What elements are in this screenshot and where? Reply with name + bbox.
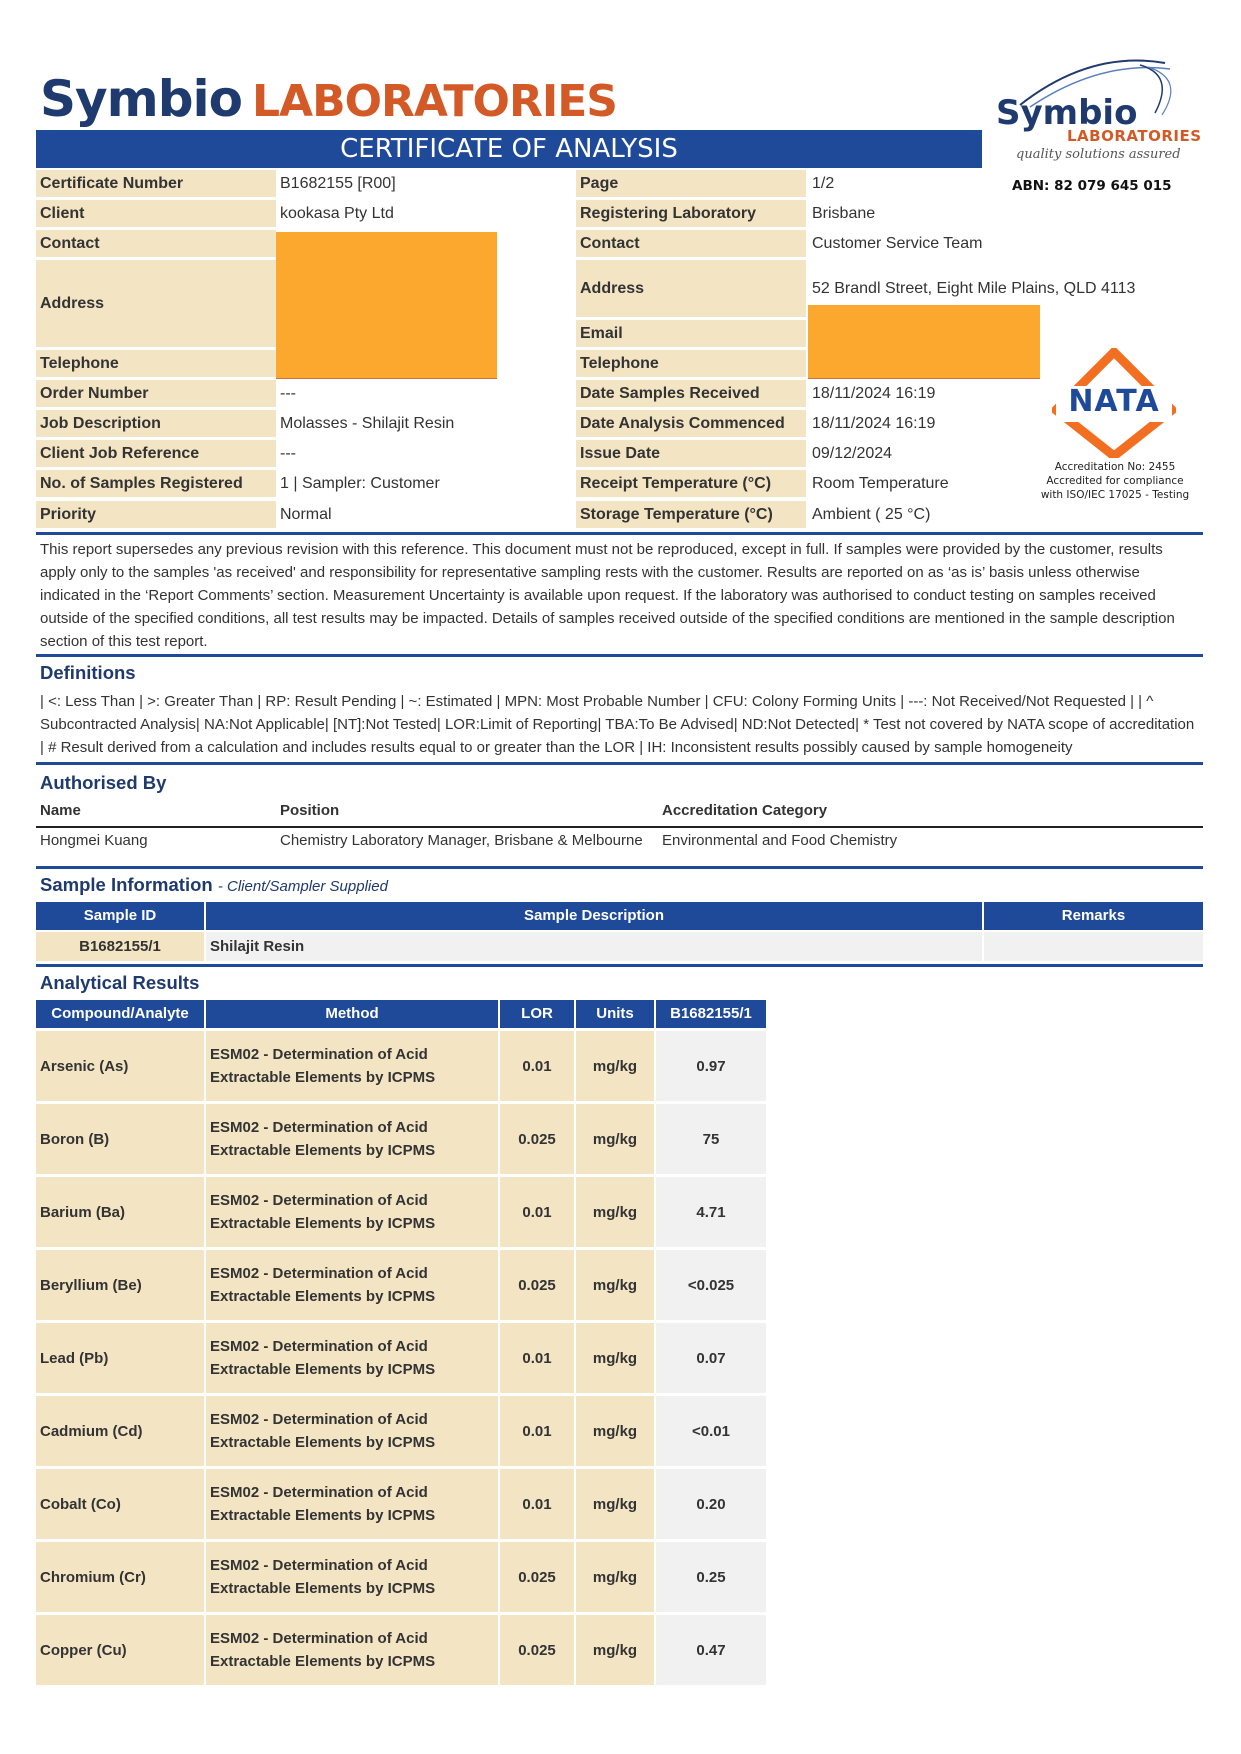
method-line-2: Extractable Elements by ICPMS	[210, 1653, 436, 1670]
divider	[36, 762, 1203, 765]
lor-cell: 0.01	[500, 1469, 574, 1539]
lor-cell: 0.01	[500, 1396, 574, 1466]
nata-acc-line2: with ISO/IEC 17025 - Testing	[1040, 489, 1190, 501]
auth-header-category: Accreditation Category	[662, 802, 828, 819]
info-label: Contact	[576, 230, 806, 257]
divider	[36, 826, 1203, 828]
info-label: Job Description	[36, 410, 276, 437]
info-label: Client	[36, 200, 276, 227]
method-cell	[206, 1396, 498, 1466]
method-line-1: ESM02 - Determination of Acid	[210, 1557, 428, 1574]
authorised-title: Authorised By	[40, 772, 167, 793]
method-line-2: Extractable Elements by ICPMS	[210, 1069, 436, 1086]
result-cell: <0.025	[656, 1250, 766, 1320]
logo-tagline: quality solutions assured	[1016, 147, 1181, 162]
auth-header-name: Name	[40, 802, 81, 819]
brand-word: Symbio	[40, 70, 242, 128]
certificate-title-bar: CERTIFICATE OF ANALYSIS	[36, 130, 982, 168]
info-value: Room Temperature	[812, 475, 949, 492]
nata-acc-no: Accreditation No: 2455	[1054, 461, 1176, 473]
result-cell: 0.25	[656, 1542, 766, 1612]
result-cell: 75	[656, 1104, 766, 1174]
info-value: Normal	[280, 506, 332, 523]
info-label: Certificate Number	[36, 170, 276, 197]
method-line-1: ESM02 - Determination of Acid	[210, 1265, 428, 1282]
info-label: Storage Temperature (°C)	[576, 501, 806, 528]
method-cell	[206, 1177, 498, 1247]
result-cell: <0.01	[656, 1396, 766, 1466]
info-value: 09/12/2024	[812, 445, 893, 462]
info-value: B1682155 [R00]	[280, 175, 396, 192]
sample-info-title	[40, 874, 388, 896]
units-cell: mg/kg	[576, 1323, 654, 1393]
method-line-2: Extractable Elements by ICPMS	[210, 1361, 436, 1378]
sample-description-cell: Shilajit Resin	[206, 932, 982, 961]
method-line-1: ESM02 - Determination of Acid	[210, 1119, 428, 1136]
lor-cell: 0.025	[500, 1104, 574, 1174]
brand-title	[40, 70, 617, 128]
method-cell	[206, 1615, 498, 1685]
divider	[36, 964, 1203, 967]
units-cell: mg/kg	[576, 1469, 654, 1539]
info-value: 52 Brandl Street, Eight Mile Plains, QLD 4113	[812, 280, 1136, 297]
lor-cell: 0.025	[500, 1542, 574, 1612]
info-value: kookasa Pty Ltd	[280, 205, 394, 222]
method-cell	[206, 1104, 498, 1174]
info-label: Date Samples Received	[576, 380, 806, 407]
info-label: Issue Date	[576, 440, 806, 467]
info-label: Address	[576, 260, 806, 317]
sample-result-header: B1682155/1	[656, 1000, 766, 1028]
compound-cell: Copper (Cu)	[36, 1615, 204, 1685]
auth-header-position: Position	[280, 802, 340, 819]
sample-id-cell: B1682155/1	[36, 932, 204, 961]
lor-header: LOR	[500, 1000, 574, 1028]
lor-cell: 0.01	[500, 1323, 574, 1393]
info-value: Brisbane	[812, 205, 876, 222]
method-line-2: Extractable Elements by ICPMS	[210, 1142, 436, 1159]
info-label: No. of Samples Registered	[36, 470, 276, 497]
definitions-text: | <: Less Than | >: Greater Than | RP: Result Pending | ~: Estimated | MPN: Most Probable Number | CFU: Colony Forming Units | ---: Not Received/Not Requested | | ^ Subcontracted Analysis| NA:Not Applicable| [NT]:Not Tested| LOR:Limit of Reporting| TBA:To Be Advised| ND:Not Detected| * Test not covered by NATA scope of accreditation | # Result derived from a calculation and includes results equal to or greater than the LOR | IH: Inconsistent results possibly caused by sample homogeneity	[40, 693, 1195, 756]
sample-info-title-text: Sample Information	[40, 874, 213, 895]
divider	[36, 866, 1203, 869]
info-label: Registering Laboratory	[576, 200, 806, 227]
result-cell: 4.71	[656, 1177, 766, 1247]
compound-cell: Chromium (Cr)	[36, 1542, 204, 1612]
info-label: Receipt Temperature (°C)	[576, 470, 806, 497]
analytical-title: Analytical Results	[40, 972, 200, 993]
brand-labs: LABORATORIES	[251, 76, 617, 127]
info-value: 18/11/2024 16:19	[812, 415, 936, 432]
info-value: 1/2	[812, 175, 835, 192]
method-line-2: Extractable Elements by ICPMS	[210, 1288, 436, 1305]
compound-header: Compound/Analyte	[36, 1000, 204, 1028]
info-value: ---	[280, 385, 296, 402]
logo-labs: LABORATORIES	[1067, 127, 1202, 145]
lor-cell: 0.01	[500, 1031, 574, 1101]
compound-cell: Barium (Ba)	[36, 1177, 204, 1247]
method-line-2: Extractable Elements by ICPMS	[210, 1507, 436, 1524]
compound-cell: Boron (B)	[36, 1104, 204, 1174]
nata-acc-line1: Accredited for compliance	[1046, 475, 1184, 487]
info-value: ---	[280, 445, 296, 462]
remarks-header: Remarks	[984, 902, 1203, 930]
logo-name: Symbio	[996, 93, 1138, 133]
auth-category: Environmental and Food Chemistry	[662, 832, 898, 849]
sample-info-subtitle: - Client/Sampler Supplied	[217, 878, 388, 895]
remarks-cell	[984, 932, 1203, 961]
method-cell	[206, 1469, 498, 1539]
compound-cell: Cadmium (Cd)	[36, 1396, 204, 1466]
redacted-block	[808, 305, 1040, 379]
sample-description-header: Sample Description	[206, 902, 982, 930]
units-cell: mg/kg	[576, 1031, 654, 1101]
redacted-block	[276, 232, 497, 379]
units-cell: mg/kg	[576, 1542, 654, 1612]
disclaimer-text: This report supersedes any previous revision with this reference. This document must not be reproduced, except in full. If samples were provided by the customer, results apply only to the samples 'as received' and responsibility for representative sampling rests with the customer. Results are reported on as ‘as is’ basis unless otherwise indicated in the ‘Report Comments’ section. Measurement Uncertainty is available upon request. If the laboratory was authorised to conduct testing on samples received outside of the specified conditions, all test results may be impacted. Details of samples received outside of the specified conditions are mentioned in the sample description section of this test report.	[40, 541, 1175, 650]
info-label: Telephone	[36, 350, 276, 377]
nata-logo-text: NATA	[1068, 384, 1160, 419]
info-value: Ambient ( 25 °C)	[812, 506, 931, 523]
info-value: 1 | Sampler: Customer	[280, 475, 440, 492]
method-line-1: ESM02 - Determination of Acid	[210, 1192, 428, 1209]
result-cell: 0.47	[656, 1615, 766, 1685]
info-value: Customer Service Team	[812, 235, 983, 252]
info-label: Order Number	[36, 380, 276, 407]
abn-number: ABN: 82 079 645 015	[1012, 178, 1172, 194]
result-cell: 0.07	[656, 1323, 766, 1393]
method-line-2: Extractable Elements by ICPMS	[210, 1434, 436, 1451]
compound-cell: Lead (Pb)	[36, 1323, 204, 1393]
method-line-1: ESM02 - Determination of Acid	[210, 1338, 428, 1355]
units-cell: mg/kg	[576, 1615, 654, 1685]
method-cell	[206, 1323, 498, 1393]
method-cell	[206, 1031, 498, 1101]
result-cell: 0.97	[656, 1031, 766, 1101]
info-label: Contact	[36, 230, 276, 257]
units-cell: mg/kg	[576, 1177, 654, 1247]
info-value: Molasses - Shilajit Resin	[280, 415, 455, 432]
units-cell: mg/kg	[576, 1396, 654, 1466]
divider	[36, 654, 1203, 657]
compound-cell: Beryllium (Be)	[36, 1250, 204, 1320]
info-label: Email	[576, 320, 806, 347]
nata-accreditation	[1030, 460, 1200, 502]
method-cell	[206, 1250, 498, 1320]
info-label: Address	[36, 260, 276, 347]
method-header: Method	[206, 1000, 498, 1028]
method-line-1: ESM02 - Determination of Acid	[210, 1484, 428, 1501]
definitions-title: Definitions	[40, 662, 136, 683]
lor-cell: 0.025	[500, 1615, 574, 1685]
result-cell: 0.20	[656, 1469, 766, 1539]
info-label: Page	[576, 170, 806, 197]
units-cell: mg/kg	[576, 1104, 654, 1174]
company-logo	[990, 55, 1200, 165]
units-header: Units	[576, 1000, 654, 1028]
compound-cell: Cobalt (Co)	[36, 1469, 204, 1539]
method-line-2: Extractable Elements by ICPMS	[210, 1580, 436, 1597]
info-label: Priority	[36, 501, 276, 528]
info-label: Date Analysis Commenced	[576, 410, 806, 437]
method-line-1: ESM02 - Determination of Acid	[210, 1630, 428, 1647]
compound-cell: Arsenic (As)	[36, 1031, 204, 1101]
lor-cell: 0.025	[500, 1250, 574, 1320]
method-cell	[206, 1542, 498, 1612]
auth-position: Chemistry Laboratory Manager, Brisbane & Melbourne	[280, 832, 643, 849]
units-cell: mg/kg	[576, 1250, 654, 1320]
info-label: Telephone	[576, 350, 806, 377]
info-value: 18/11/2024 16:19	[812, 385, 936, 402]
method-line-1: ESM02 - Determination of Acid	[210, 1411, 428, 1428]
method-line-1: ESM02 - Determination of Acid	[210, 1046, 428, 1063]
divider	[36, 532, 1203, 535]
method-line-2: Extractable Elements by ICPMS	[210, 1215, 436, 1232]
sample-id-header: Sample ID	[36, 902, 204, 930]
info-label: Client Job Reference	[36, 440, 276, 467]
auth-name: Hongmei Kuang	[40, 832, 148, 849]
lor-cell: 0.01	[500, 1177, 574, 1247]
